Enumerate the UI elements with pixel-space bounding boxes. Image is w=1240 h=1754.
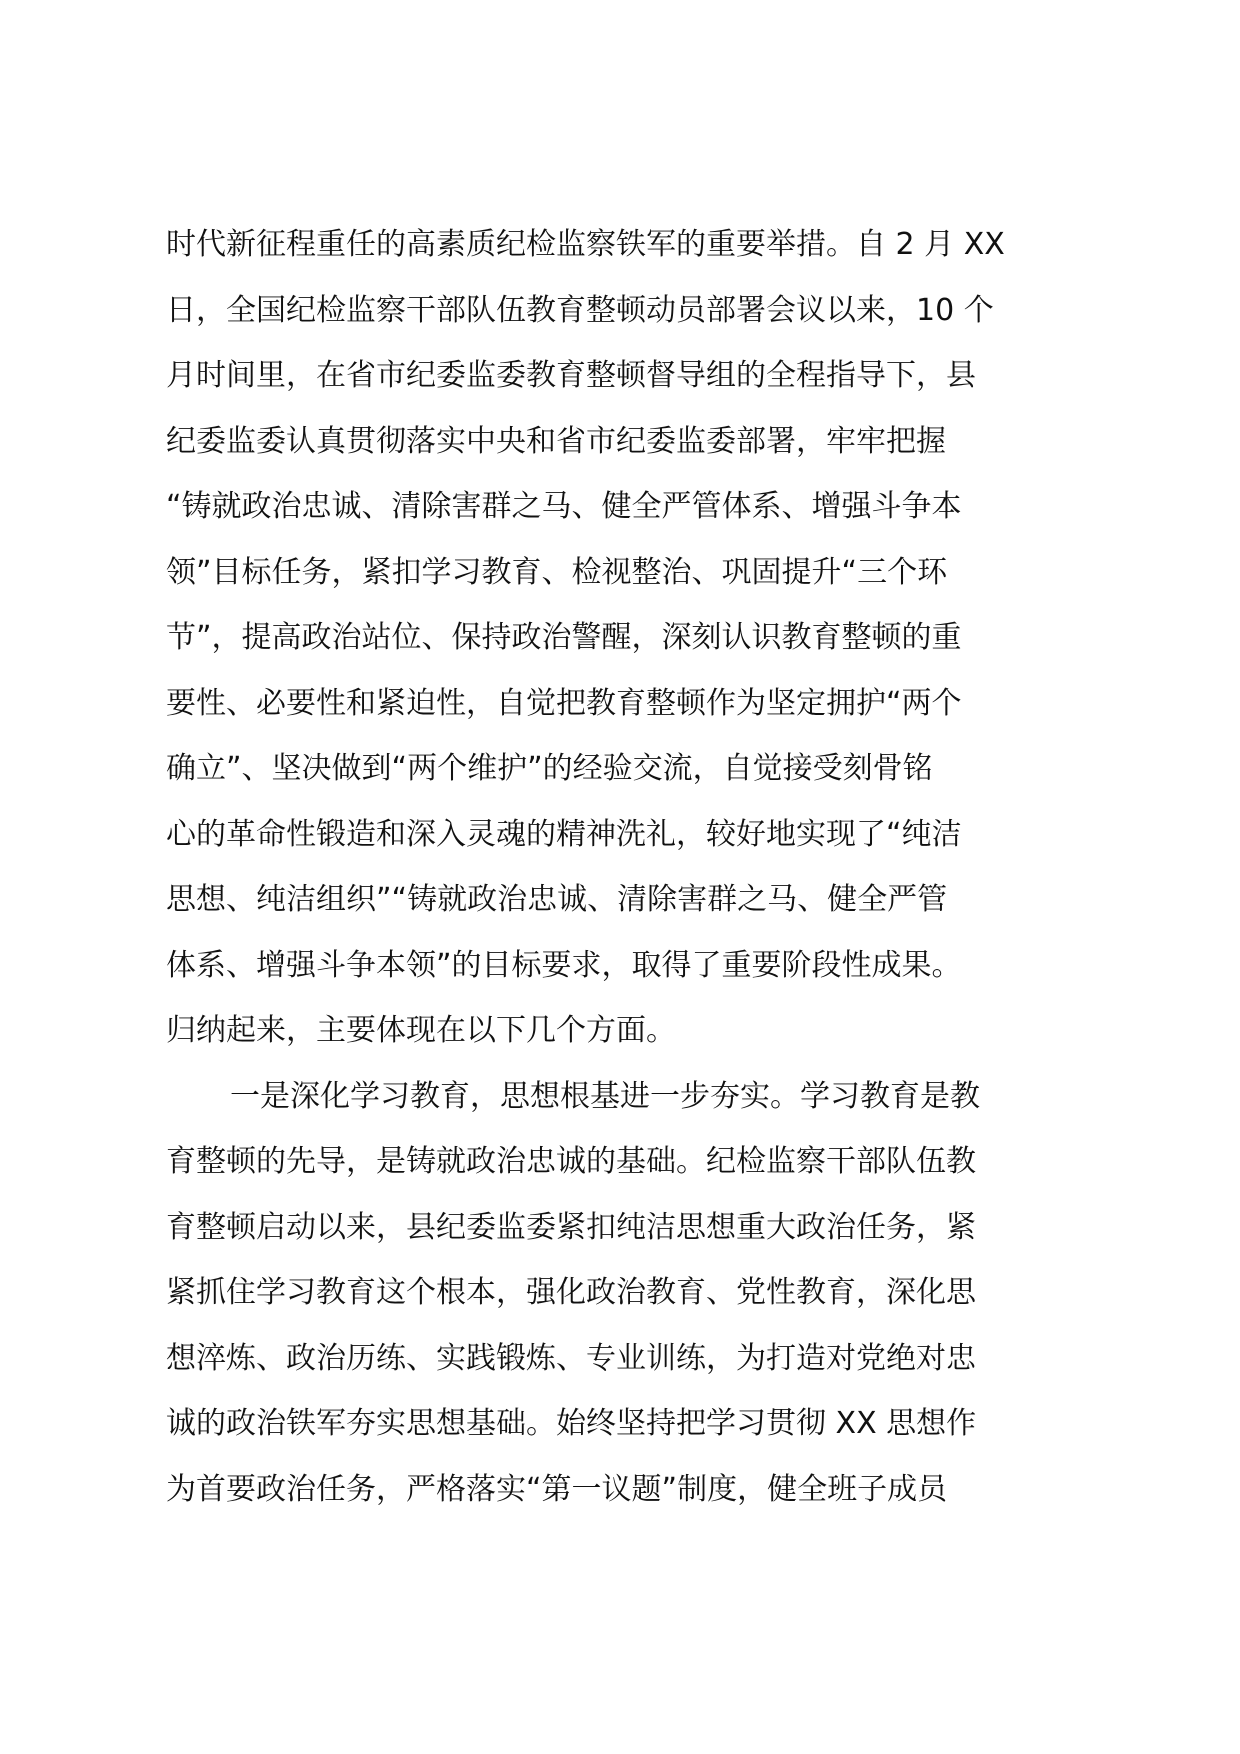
text-line: 日，全国纪检监察干部队伍教育整顿动员部署会议以来，10 个 [166, 292, 994, 328]
text-line: 育整顿启动以来，县纪委监委紧扣纯洁思想重大政治任务，紧 [166, 1209, 976, 1245]
text-line: 心的革命性锻造和深入灵魂的精神洗礼，较好地实现了“纯洁 [166, 816, 962, 852]
text-line: “铸就政治忠诚、清除害群之马、健全严管体系、增强斗争本 [166, 489, 962, 524]
text-line: 思想、纯洁组织”“铸就政治忠诚、清除害群之马、健全严管 [166, 882, 948, 917]
text-line: 归纳起来，主要体现在以下几个方面。 [166, 1013, 676, 1048]
text-line: 领”目标任务，紧扣学习教育、检视整治、巩固提升“三个环 [166, 554, 948, 590]
body-text [166, 212, 1086, 1522]
text-line: 为首要政治任务，严格落实“第一议题”制度，健全班子成员 [166, 1471, 948, 1507]
text-line: 月时间里，在省市纪委监委教育整顿督导组的全程指导下，县 [166, 358, 976, 393]
text-line: 纪委监委认真贯彻落实中央和省市纪委监委部署，牢牢把握 [166, 423, 946, 459]
paragraph-start-line: 一是深化学习教育，思想根基进一步夯实。学习教育是教 [230, 1078, 980, 1114]
text-line: 想淬炼、政治历练、实践锻炼、专业训练，为打造对党绝对忠 [166, 1340, 976, 1376]
text-line: 育整顿的先导，是铸就政治忠诚的基础。纪检监察干部队伍教 [166, 1144, 976, 1179]
text-line: 要性、必要性和紧迫性，自觉把教育整顿作为坚定拥护“两个 [166, 685, 962, 721]
text-line: 时代新征程重任的高素质纪检监察铁军的重要举措。自 2 月 XX [166, 227, 1005, 262]
text-line: 紧抓住学习教育这个根本，强化政治教育、党性教育，深化思 [166, 1275, 976, 1310]
text-line: 诚的政治铁军夯实思想基础。始终坚持把学习贯彻 XX 思想作 [166, 1406, 977, 1441]
text-line: 确立”、坚决做到“两个维护”的经验交流，自觉接受刻骨铭 [166, 751, 933, 786]
text-line: 节”，提高政治站位、保持政治警醒，深刻认识教育整顿的重 [166, 620, 962, 655]
text-line: 体系、增强斗争本领”的目标要求，取得了重要阶段性成果。 [166, 947, 962, 983]
